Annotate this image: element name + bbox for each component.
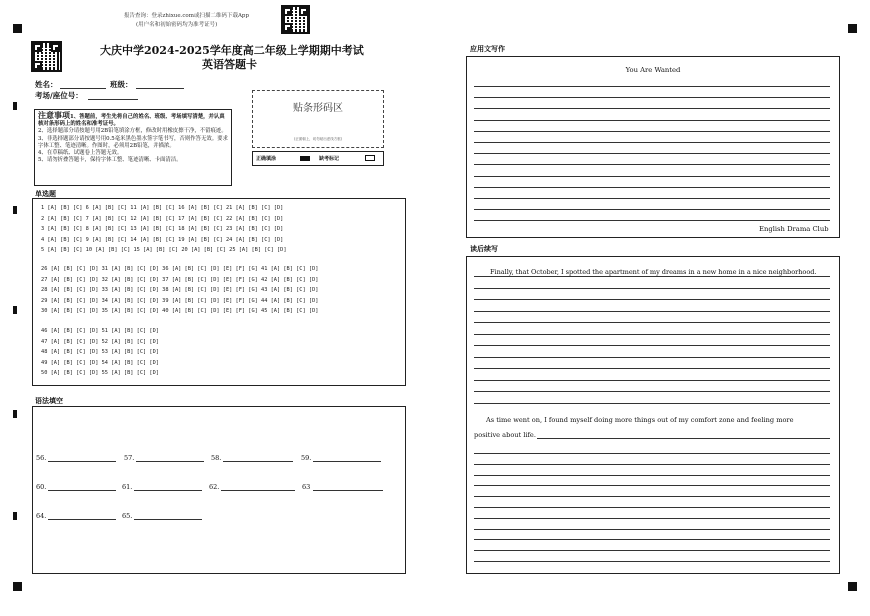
exam-title: 大庆中学2024-2025学年度高二年级上学期期中考试: [100, 44, 364, 57]
name-field[interactable]: [60, 88, 106, 89]
corner-mark-bottom-left: [13, 582, 22, 591]
continuation-line[interactable]: [474, 368, 830, 369]
corner-mark-top-right: [848, 24, 857, 33]
mc-option-row[interactable]: 30 [A] [B] [C] [D] 35 [A] [B] [C] [D] 40 [A] [B] [C] [D] [E] [F] [G] 45 [A] [B] [C] [D]: [41, 308, 319, 314]
continuation-line[interactable]: [474, 276, 830, 277]
writing-line[interactable]: [474, 198, 830, 199]
name-label: 姓名：: [35, 80, 58, 89]
exam-subtitle: 英语答题卡: [202, 58, 257, 71]
continuation-para1: Finally, that October, I spotted the apartment of my dreams in a new home in a nice neighborhood.: [490, 268, 817, 276]
corner-mark-top-left: [13, 24, 22, 33]
timing-mark: [13, 306, 17, 314]
student-qr-code: [31, 41, 62, 72]
continuation-section-title: 读后续写: [470, 244, 498, 253]
timing-mark: [13, 512, 17, 520]
writing-heading: You Are Wanted: [625, 66, 681, 74]
continuation-line[interactable]: [474, 288, 830, 289]
writing-section-title: 应用文写作: [470, 44, 505, 53]
q64-label: 64.: [36, 512, 47, 520]
continuation-line[interactable]: [474, 507, 830, 508]
writing-line[interactable]: [474, 142, 830, 143]
corner-mark-bottom-right: [848, 582, 857, 591]
continuation-line[interactable]: [474, 485, 830, 486]
timing-mark: [13, 206, 17, 214]
writing-line[interactable]: [474, 220, 830, 221]
q57-blank[interactable]: [136, 461, 204, 462]
notice-label: 注意事项: [38, 110, 70, 120]
q65-blank[interactable]: [134, 519, 202, 520]
continuation-line[interactable]: [474, 561, 830, 562]
continuation-line[interactable]: [474, 496, 830, 497]
q64-blank[interactable]: [48, 519, 116, 520]
q58-blank[interactable]: [223, 461, 293, 462]
mc-section-title: 单选题: [35, 189, 56, 198]
class-field[interactable]: [136, 88, 184, 89]
continuation-answer-area[interactable]: [466, 256, 840, 574]
writing-line[interactable]: [474, 187, 830, 188]
continuation-line[interactable]: [474, 380, 830, 381]
q60-label: 60.: [36, 483, 47, 491]
correct-fill-label: 正确填涂: [256, 156, 277, 162]
q59-blank[interactable]: [313, 461, 381, 462]
continuation-line[interactable]: [474, 345, 830, 346]
q59-label: 59.: [301, 454, 312, 462]
class-label: 班级：: [110, 80, 133, 89]
writing-line[interactable]: [474, 164, 830, 165]
writing-line[interactable]: [474, 131, 830, 132]
q56-blank[interactable]: [48, 461, 116, 462]
continuation-line[interactable]: [474, 475, 830, 476]
mc-option-row[interactable]: 1 [A] [B] [C] 6 [A] [B] [C] 11 [A] [B] [C] 16 [A] [B] [C] 21 [A] [B] [C] [D]: [41, 205, 284, 211]
mc-option-row[interactable]: 5 [A] [B] [C] 10 [A] [B] [C] 15 [A] [B] [C] 20 [A] [B] [C] 25 [A] [B] [C] [D]: [41, 247, 287, 253]
notice-item: 2、选择题部分请按题号用2B铅笔填涂方框，修改时用橡皮擦干净，不留痕迹。: [38, 128, 227, 135]
barcode-title: 贴条形码区: [293, 103, 343, 114]
mc-option-row[interactable]: 3 [A] [B] [C] 8 [A] [B] [C] 13 [A] [B] [C] 18 [A] [B] [C] 23 [A] [B] [C] [D]: [41, 226, 284, 232]
barcode-note: (正面朝上，切勿贴出虚线方框): [293, 137, 343, 141]
q63-label: 63: [302, 483, 311, 491]
absent-mark-checkbox[interactable]: [365, 155, 375, 161]
mc-option-row[interactable]: 26 [A] [B] [C] [D] 31 [A] [B] [C] [D] 36 [A] [B] [C] [D] [E] [F] [G] 41 [A] [B] [C] [D]: [41, 266, 319, 272]
notice-item: 5、请勿折叠答题卡，保持字体工整、笔迹清晰、卡面清洁。: [38, 157, 182, 164]
writing-signature: English Drama Club: [759, 225, 829, 233]
q62-label: 62.: [209, 483, 220, 491]
continuation-line[interactable]: [474, 518, 830, 519]
report-info-line1: 报告查询：登录zhixue.com或扫描二维码下载App: [124, 13, 249, 19]
barcode-area: [252, 90, 384, 148]
continuation-line[interactable]: [474, 391, 830, 392]
notice-item: 3、非选择题部分请按题号用0.5毫米黑色墨水签字笔书写，否则作答无效。要求字体工整、笔迹清晰。作图时，必须用2B铅笔，并描浓。: [38, 135, 228, 149]
writing-line[interactable]: [474, 108, 830, 109]
notice-box: [34, 109, 232, 186]
mc-option-row[interactable]: 47 [A] [B] [C] [D] 52 [A] [B] [C] [D]: [41, 338, 159, 345]
q60-blank[interactable]: [48, 490, 116, 491]
mc-option-row[interactable]: 28 [A] [B] [C] [D] 33 [A] [B] [C] [D] 38 [A] [B] [C] [D] [E] [F] [G] 43 [A] [B] [C] [D]: [41, 287, 319, 293]
writing-line[interactable]: [474, 97, 830, 98]
fill-example-box: [252, 151, 384, 166]
app-qr-code[interactable]: [281, 5, 310, 34]
mc-option-row[interactable]: 46 [A] [B] [C] [D] 51 [A] [B] [C] [D]: [41, 328, 159, 334]
continuation-para2-line1: As time went on, I found myself doing more things out of my comfort zone and feeling more: [486, 416, 794, 424]
continuation-line[interactable]: [474, 529, 830, 530]
continuation-line[interactable]: [474, 322, 830, 323]
continuation-line[interactable]: [537, 438, 830, 439]
q62-blank[interactable]: [221, 490, 295, 491]
continuation-line[interactable]: [474, 464, 830, 465]
mc-option-row[interactable]: 50 [A] [B] [C] [D] 55 [A] [B] [C] [D]: [41, 370, 159, 376]
continuation-line[interactable]: [474, 539, 830, 540]
mc-option-row[interactable]: 49 [A] [B] [C] [D] 54 [A] [B] [C] [D]: [41, 359, 159, 366]
continuation-para2-line2: positive about life.: [474, 431, 536, 439]
continuation-line[interactable]: [474, 453, 830, 454]
q65-label: 65.: [122, 512, 133, 520]
q57-label: 57.: [124, 454, 135, 462]
q61-blank[interactable]: [134, 490, 202, 491]
q58-label: 58.: [211, 454, 222, 462]
mc-option-row[interactable]: 2 [A] [B] [C] 7 [A] [B] [C] 12 [A] [B] [C] 17 [A] [B] [C] 22 [A] [B] [C] [D]: [41, 215, 284, 222]
mc-option-row[interactable]: 48 [A] [B] [C] [D] 53 [A] [B] [C] [D]: [41, 349, 159, 355]
seat-label: 考场/座位号：: [35, 91, 83, 100]
correct-fill-sample: [300, 156, 310, 161]
continuation-line[interactable]: [474, 299, 830, 300]
continuation-line[interactable]: [474, 357, 830, 358]
continuation-line[interactable]: [474, 334, 830, 335]
q56-label: 56.: [36, 454, 47, 462]
timing-mark: [13, 410, 17, 418]
writing-answer-area[interactable]: [466, 56, 840, 238]
grammar-section-title: 语法填空: [35, 396, 63, 405]
notice-item: 注意事项1、答题前，考生先将自己的姓名、班级、考场填写清楚，并认真核对条形码上的姓名和准考证号。: [38, 110, 225, 128]
q63-blank[interactable]: [313, 490, 383, 491]
absent-mark-label: 缺考标记: [319, 156, 340, 162]
writing-line[interactable]: [474, 86, 830, 87]
continuation-line[interactable]: [474, 403, 830, 404]
mc-option-row[interactable]: 27 [A] [B] [C] [D] 32 [A] [B] [C] [D] 37 [A] [B] [C] [D] [E] [F] [G] 42 [A] [B] [C] [D]: [41, 276, 319, 283]
mc-option-row[interactable]: 29 [A] [B] [C] [D] 34 [A] [B] [C] [D] 39 [A] [B] [C] [D] [E] [F] [G] 44 [A] [B] [C] [D]: [41, 297, 319, 304]
continuation-line[interactable]: [474, 550, 830, 551]
writing-line[interactable]: [474, 209, 830, 210]
writing-line[interactable]: [474, 153, 830, 154]
timing-mark: [13, 102, 17, 110]
mc-option-row[interactable]: 4 [A] [B] [C] 9 [A] [B] [C] 14 [A] [B] [C] 19 [A] [B] [C] 24 [A] [B] [C] [D]: [41, 236, 284, 243]
notice-item: 4、在草稿纸、试题卷上答题无效。: [38, 150, 123, 157]
q61-label: 61.: [122, 483, 133, 491]
continuation-line[interactable]: [474, 311, 830, 312]
writing-line[interactable]: [474, 120, 830, 121]
writing-line[interactable]: [474, 176, 830, 177]
seat-field[interactable]: [88, 99, 138, 100]
report-info-line2: (用户名和初始密码均为准考证号): [136, 22, 218, 28]
